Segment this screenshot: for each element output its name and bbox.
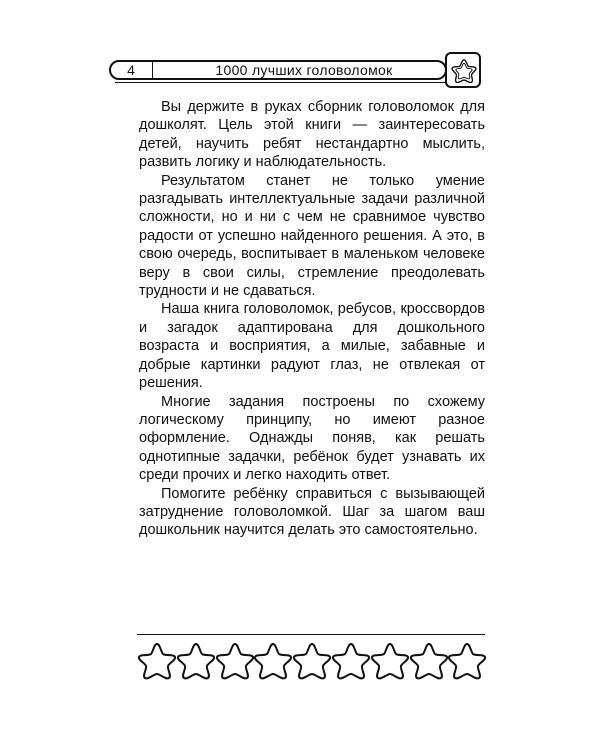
book-title: 1000 лучших головоломок bbox=[215, 62, 393, 78]
star-outline-icon bbox=[215, 641, 255, 681]
intro-text bbox=[139, 98, 485, 540]
star-outline-icon bbox=[450, 57, 478, 85]
star-outline-icon bbox=[409, 641, 449, 681]
header-underline bbox=[115, 82, 445, 83]
page-header bbox=[109, 52, 481, 88]
star-outline-icon bbox=[176, 641, 216, 681]
star-outline-icon bbox=[331, 641, 371, 681]
footer-star-border bbox=[137, 641, 487, 681]
page-number: 4 bbox=[127, 62, 135, 78]
star-outline-icon bbox=[253, 641, 293, 681]
paragraph: Вы держите в руках сборник головоломок для дошколят. Цель этой книги — заинтересовать детей, научить ребят нестандартно мыслить, развить логику и наблюдательность. bbox=[139, 99, 485, 171]
paragraph: Наша книга головоломок, ребусов, кроссвордов и загадок адаптирована для дошкольного возраста и восприятия, а милые, забавные и добрые картинки радуют глаз, не отвлекая от решения. bbox=[139, 301, 485, 392]
paragraph: Результатом станет не только умение разгадывать интеллектуальные задачи различной сложности, но и ни с чем не сравнимое чувство радости от успешно найденного решения. А это, в свою очередь, воспитывает в маленьком человеке веру в свои силы, стремление преодолевать трудности и не сдаваться. bbox=[139, 172, 485, 300]
star-outline-icon bbox=[370, 641, 410, 681]
header-emblem bbox=[445, 52, 481, 88]
paragraph: Помогите ребёнку справиться с вызывающей затруднение головоломкой. Шаг за шагом ваш дошкольник научится делать это самостоятельно. bbox=[139, 485, 485, 539]
paragraph: Многие задания построены по схожему логическому принципу, но имеют разное оформление. Однажды поняв, как решать однотипные задачки, ребёнок будет узнавать их среди прочих и легко находить ответ. bbox=[139, 393, 485, 484]
star-outline-icon bbox=[292, 641, 332, 681]
footer-rule bbox=[137, 634, 485, 635]
star-outline-icon bbox=[137, 641, 177, 681]
page-number-divider bbox=[152, 60, 153, 80]
star-outline-icon bbox=[447, 641, 487, 681]
